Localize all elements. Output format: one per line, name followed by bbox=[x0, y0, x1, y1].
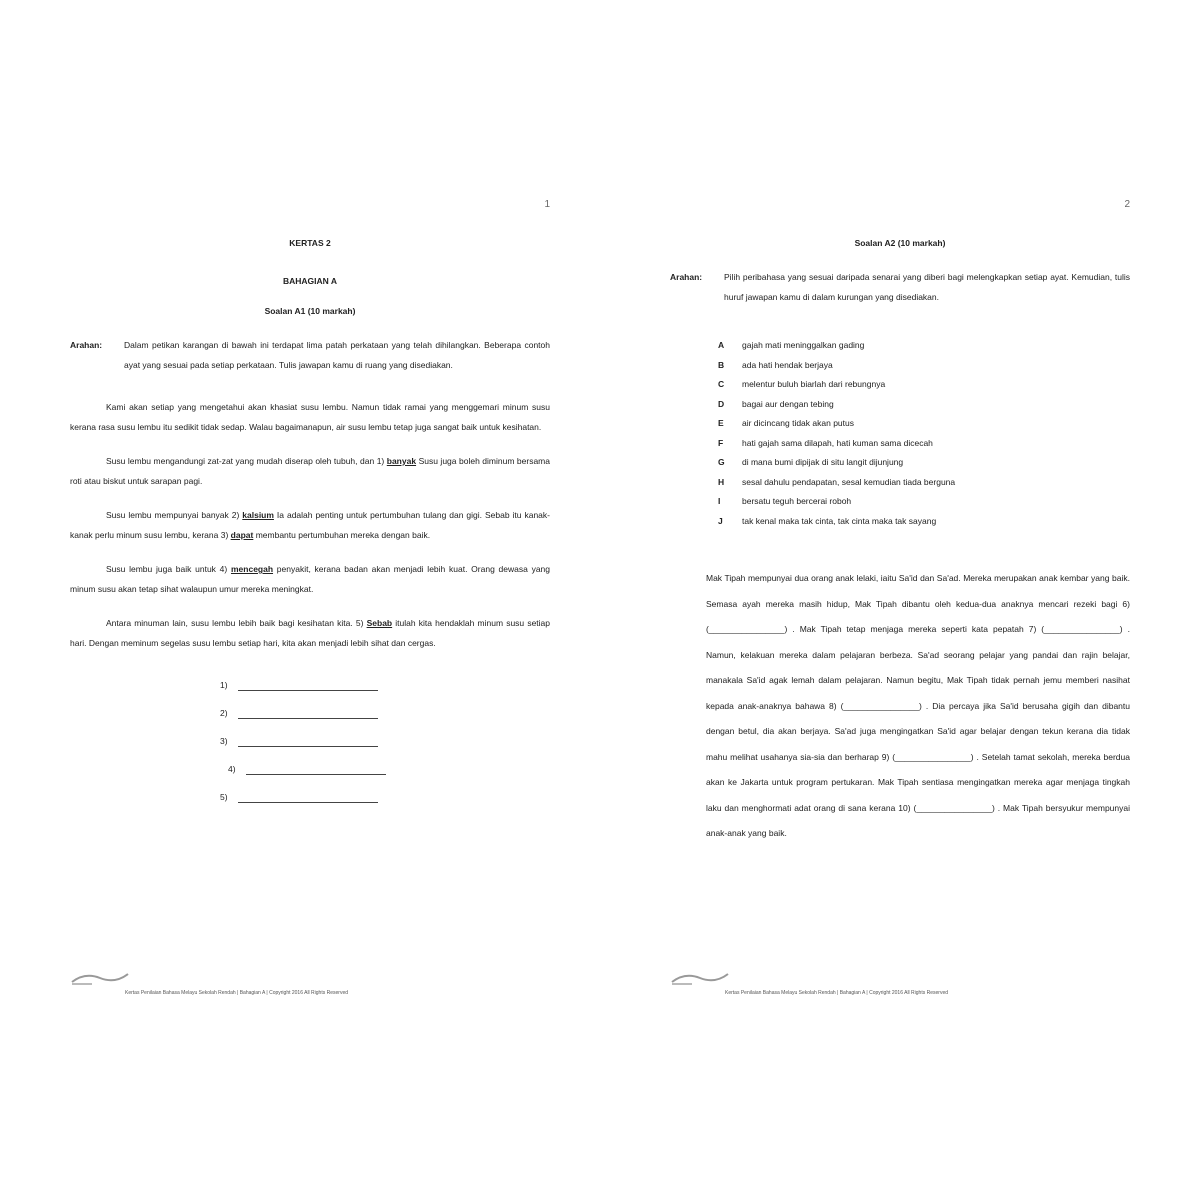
answer-blank[interactable] bbox=[238, 736, 378, 747]
page-number: 2 bbox=[1124, 199, 1130, 210]
story-text: Mak Tipah mempunyai dua orang anak lelaki, iaitu Sa'id dan Sa'ad. Mereka merupakan anak kembar yang baik. Semasa ayah mereka masih hidup, Mak Tipah dibantu oleh kedua-dua anaknya mencari rezeki bagi 6) bbox=[706, 573, 1130, 609]
option-text: air dicincang tidak akan putus bbox=[742, 418, 854, 428]
answer-line[interactable] bbox=[220, 727, 550, 755]
story-text: . Setelah tamat sekolah, mereka berdua akan ke Jakarta untuk program pertukaran. Mak Tipah sentiasa mengingatkan mereka agar menjaga tingkah laku dan menghormati adat orang di sana kerana 10) bbox=[706, 751, 1130, 813]
publisher-logo-icon bbox=[70, 970, 130, 986]
option-item bbox=[718, 433, 1130, 453]
option-item bbox=[718, 413, 1130, 433]
footer-text: Kertas Penilaian Bahasa Melayu Sekolah Rendah | Bahagian A | Copyright 2016 All Rights Reserved bbox=[125, 990, 349, 996]
passage-paragraph bbox=[70, 505, 550, 545]
instructions-label: Arahan: bbox=[70, 340, 103, 350]
option-letter: I bbox=[718, 496, 721, 506]
story-blank[interactable]: (________________) bbox=[840, 700, 922, 711]
answer-blank[interactable] bbox=[238, 708, 378, 719]
answer-line[interactable] bbox=[220, 783, 550, 811]
instructions bbox=[670, 267, 1130, 307]
answer-number: 3) bbox=[220, 736, 228, 746]
instructions-label: Arahan: bbox=[670, 272, 703, 282]
passage-paragraph bbox=[70, 613, 550, 653]
option-letter: F bbox=[718, 437, 724, 448]
passage-paragraph bbox=[70, 397, 550, 437]
story-text: . Dia percaya jika Sa'id berusaha gigih dan dibantu dengan betul, dia akan berjaya. Sa'ad juga mengingatkan Sa'id agar belajar dengan tekun kerana dia tidak mahu melihat usahanya sia-sia dan berharap 9) bbox=[706, 700, 1130, 762]
option-letter: A bbox=[718, 340, 725, 350]
instructions-text: Pilih peribahasa yang sesuai daripada senarai yang diberi bagi melengkapkan setiap ayat. Kemudian, tulis huruf jawapan kamu di dalam kurungan yang disediakan. bbox=[724, 272, 1130, 302]
passage-paragraph bbox=[70, 451, 550, 491]
answer-blank[interactable] bbox=[246, 764, 386, 775]
question-heading: Soalan A2 (10 markah) bbox=[854, 238, 946, 248]
option-item bbox=[718, 511, 1130, 531]
left-page bbox=[70, 199, 550, 811]
answer-number: 5) bbox=[220, 792, 228, 802]
footer-text: Kertas Penilaian Bahasa Melayu Sekolah Rendah | Bahagian A | Copyright 2016 All Rights Reserved bbox=[725, 990, 949, 996]
option-letter: H bbox=[718, 476, 725, 487]
section-title: BAHAGIAN A bbox=[283, 276, 337, 286]
option-text: ada hati hendak berjaya bbox=[742, 359, 833, 370]
instructions bbox=[70, 335, 550, 375]
underlined-word: kalsium bbox=[242, 510, 274, 520]
option-item bbox=[718, 355, 1130, 375]
story-blank[interactable]: (________________) bbox=[706, 624, 788, 634]
underlined-word: Sebab bbox=[366, 618, 393, 628]
paragraph-text: Antara minuman lain, susu lembu lebih baik bagi kesihatan kita. 5) bbox=[106, 618, 364, 628]
story-text: . Mak Tipah tetap menjaga mereka seperti kata pepatah 7) bbox=[792, 624, 1037, 634]
paragraph-text: Susu lembu mempunyai banyak 2) bbox=[106, 510, 240, 520]
option-letter: B bbox=[718, 359, 725, 370]
story-blank[interactable]: (________________) bbox=[913, 802, 995, 813]
option-text: melentur buluh biarlah dari rebungnya bbox=[742, 379, 886, 389]
story-text: . Mak Tipah bersyukur mempunyai anak-anak yang baik. bbox=[706, 802, 1130, 838]
passage-paragraph bbox=[70, 559, 550, 599]
paragraph-text: Susu juga boleh diminum bersama roti atau biskut untuk sarapan pagi. bbox=[70, 456, 550, 486]
answer-line[interactable] bbox=[220, 671, 550, 699]
option-text: bagai aur dengan tebing bbox=[742, 398, 834, 409]
publisher-logo-icon bbox=[670, 970, 730, 986]
paragraph-text: Ia adalah penting untuk pertumbuhan tulang dan gigi. Sebab itu kanak-kanak perlu minum susu lembu, kerana 3) bbox=[70, 510, 550, 540]
story-passage bbox=[706, 566, 1130, 847]
page-footer bbox=[70, 970, 510, 996]
paragraph-text: penyakit, kerana badan akan menjadi lebih kuat. Orang dewasa yang minum susu akan tetap sihat walaupun umur mereka meningkat. bbox=[70, 564, 550, 594]
page-number: 1 bbox=[544, 199, 550, 210]
answer-number: 1) bbox=[220, 680, 228, 690]
option-letter: G bbox=[718, 457, 725, 467]
option-letter: J bbox=[718, 515, 723, 526]
page-footer bbox=[670, 970, 1110, 996]
paragraph-text: Susu lembu mengandungi zat-zat yang mudah diserap oleh tubuh, dan 1) bbox=[106, 456, 385, 466]
paragraph-text: itulah kita hendaklah minum susu setiap hari. Dengan meminum segelas susu lembu setiap hari, kita akan menjadi lebih sihat dan cergas. bbox=[70, 618, 550, 648]
option-item bbox=[718, 491, 1130, 511]
option-item bbox=[718, 394, 1130, 414]
option-item bbox=[718, 335, 1130, 355]
answer-line[interactable] bbox=[228, 755, 550, 783]
proverb-options bbox=[718, 335, 1130, 530]
answer-lines bbox=[220, 671, 550, 811]
option-text: hati gajah sama dilapah, hati kuman sama dicecah bbox=[742, 437, 933, 448]
option-text: di mana bumi dipijak di situ langit dijunjung bbox=[742, 457, 904, 467]
underlined-word: dapat bbox=[230, 530, 254, 540]
paragraph-text: Kami akan setiap yang mengetahui akan khasiat susu lembu. Namun tidak ramai yang menggemari minum susu kerana rasa susu lembu itu sedikit tidak sedap. Walau bagaimanapun, air susu lembu tetap juga sangat baik untuk kesihatan. bbox=[70, 402, 550, 432]
option-item bbox=[718, 452, 1130, 472]
option-text: sesal dahulu pendapatan, sesal kemudian tiada berguna bbox=[742, 476, 956, 487]
option-text: bersatu teguh bercerai roboh bbox=[742, 496, 852, 506]
answer-line[interactable] bbox=[220, 699, 550, 727]
instructions-text: Dalam petikan karangan di bawah ini terdapat lima patah perkataan yang telah dihilangkan. Beberapa contoh ayat yang sesuai pada setiap perkataan. Tulis jawapan kamu di ruang yang disediakan. bbox=[124, 340, 550, 370]
option-letter: D bbox=[718, 398, 725, 409]
option-text: tak kenal maka tak cinta, tak cinta maka tak sayang bbox=[742, 515, 937, 526]
option-letter: C bbox=[718, 379, 725, 389]
option-letter: E bbox=[718, 418, 724, 428]
paragraph-text: membantu pertumbuhan mereka dengan baik. bbox=[255, 530, 431, 540]
underlined-word: mencegah bbox=[230, 564, 274, 574]
paper-title: KERTAS 2 bbox=[289, 238, 331, 248]
answer-blank[interactable] bbox=[238, 680, 378, 691]
option-item bbox=[718, 374, 1130, 394]
answer-blank[interactable] bbox=[238, 792, 378, 803]
underlined-word: banyak bbox=[386, 456, 417, 466]
paragraph-text: Susu lembu juga baik untuk 4) bbox=[106, 564, 228, 574]
option-text: gajah mati meninggalkan gading bbox=[742, 340, 865, 350]
question-heading: Soalan A1 (10 markah) bbox=[264, 306, 356, 316]
right-page bbox=[670, 199, 1130, 847]
story-blank[interactable]: (________________) bbox=[1041, 624, 1123, 634]
answer-number: 2) bbox=[220, 708, 228, 718]
story-blank[interactable]: (________________) bbox=[892, 751, 974, 762]
answer-number: 4) bbox=[228, 764, 236, 774]
story-text: . Namun, kelakuan mereka dalam pelajaran berbeza. Sa'ad seorang pelajar yang pandai dan rajin belajar, manakala Sa'id agak lemah dalam pelajaran. Namun begitu, Mak Tipah tidak pernah jemu memberi nasihat kepada anak-anaknya bahawa 8) bbox=[706, 624, 1130, 711]
option-item bbox=[718, 472, 1130, 492]
